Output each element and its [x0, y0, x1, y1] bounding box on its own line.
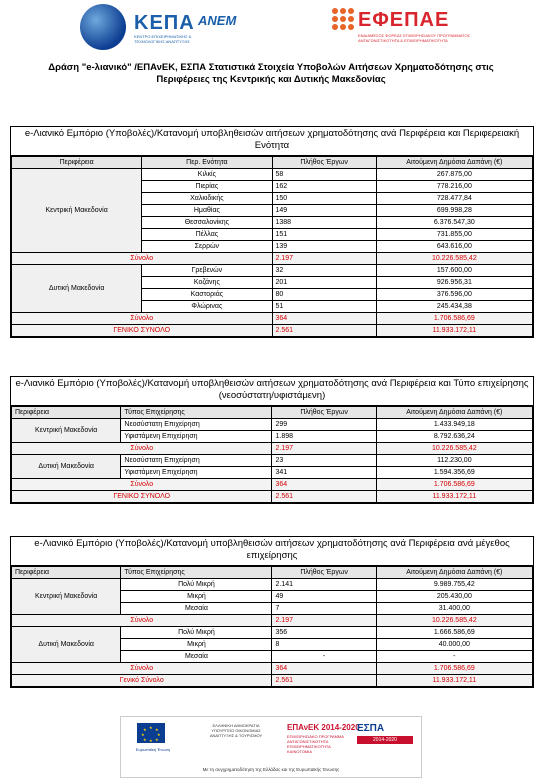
subtotal-amount: 1.706.586,69 [376, 479, 532, 491]
subtotal-row [12, 479, 533, 491]
count-cell: 7 [272, 603, 376, 615]
table-row [12, 419, 533, 431]
grand-total-amount: 11.933.172,11 [376, 675, 532, 687]
kepa-logo [80, 4, 240, 52]
count-cell: 1388 [272, 217, 376, 229]
cofunding-text: Με τη συγχρηματοδότηση της Ελλάδας και της Ευρωπαϊκής Ένωσης [202, 767, 340, 772]
table-row [12, 169, 533, 181]
efepae-logo [332, 6, 482, 52]
amount-cell: 643.616,00 [376, 241, 532, 253]
amount-cell: 1.433.949,18 [376, 419, 532, 431]
unit-cell: Γρεβενών [142, 265, 272, 277]
region-cell: Κεντρική Μακεδονία [12, 169, 142, 253]
col-header-region: Περιφέρεια [12, 407, 121, 419]
unit-cell: Καστοριάς [142, 289, 272, 301]
col-header-region: Περιφέρεια [12, 157, 142, 169]
col-header-count: Πλήθος Έργων [272, 407, 376, 419]
document-title-line2: Περιφέρειες της Κεντρικής και Δυτικής Μακεδονίας [156, 74, 386, 85]
amount-cell: 245.434,38 [376, 301, 532, 313]
table-row [12, 455, 533, 467]
footer-funding-logos [120, 716, 422, 778]
type-cell: Νεοσύστατη Επιχείρηση [121, 419, 272, 431]
count-cell: 299 [272, 419, 376, 431]
kepa-logo-text: ΚΕΠΑ [134, 12, 195, 34]
document-title-line1: Δράση "e-λιανικό" /ΕΠΑνΕΚ, ΕΣΠΑ Στατιστικά Στοιχεία Υποβολών Αιτήσεων Χρηματοδότησης στις [48, 62, 494, 73]
epanek-logo-text: ΕΠΑνΕΚ 2014-2020 [287, 723, 360, 732]
count-cell: 51 [272, 301, 376, 313]
espa-logo-text: ΕΣΠΑ [357, 723, 385, 734]
grand-total-amount: 11.933.172,11 [376, 325, 532, 337]
grand-total-amount: 11.933.172,11 [376, 491, 532, 503]
type-cell: Υφιστάμενη Επιχείρηση [121, 431, 272, 443]
anem-logo-text: ΑΝΕΜ [198, 13, 237, 28]
section-by-business-type [10, 376, 534, 504]
size-cell: Μεσαία [121, 651, 272, 663]
subtotal-amount: 1.706.586,69 [376, 313, 532, 325]
region-cell: Δυτική Μακεδονία [12, 265, 142, 313]
size-cell: Μικρή [121, 639, 272, 651]
subtotal-count: 364 [272, 313, 376, 325]
section2-title: e-Λιανικό Εμπόριο (Υποβολές)/Κατανομή υποβληθεισών αιτήσεων χρηματοδότησης ανά Περιφέρεια και Τύπο επιχείρησης (νεοσύστατη/υφιστάμενη) [11, 377, 533, 406]
eu-flag-icon: ★ ★ ★ ★ ★ ★ ★ ★ [137, 723, 165, 743]
table-row [12, 627, 533, 639]
unit-cell: Ημαθίας [142, 205, 272, 217]
unit-cell: Σερρών [142, 241, 272, 253]
grand-total-count: 2.561 [272, 491, 376, 503]
count-cell: 1.898 [272, 431, 376, 443]
unit-cell: Θεσσαλονίκης [142, 217, 272, 229]
amount-cell: 699.998,28 [376, 205, 532, 217]
size-cell: Πολύ Μικρή [121, 579, 272, 591]
subtotal-row [12, 443, 533, 455]
amount-cell: 1.594.356,69 [376, 467, 532, 479]
table-row [12, 579, 533, 591]
subtotal-label: Σύνολο [12, 313, 273, 325]
subtotal-row [12, 615, 533, 627]
count-cell: 139 [272, 241, 376, 253]
unit-cell: Κοζάνης [142, 277, 272, 289]
efepae-logo-text: ΕΦΕΠΑΕ [358, 9, 450, 31]
amount-cell: 1.666.586,69 [376, 627, 532, 639]
subtotal-row [12, 663, 533, 675]
greek-ministry-text: ΕΛΛΗΝΙΚΗ ΔΗΜΟΚΡΑΤΙΑ ΥΠΟΥΡΓΕΙΟ ΟΙΚΟΝΟΜΙΑΣ ΑΝΑΠΤΥΞΗΣ & ΤΟΥΡΙΣΜΟΥ [209, 723, 263, 738]
count-cell: - [272, 651, 376, 663]
amount-cell: 40.000,00 [376, 639, 532, 651]
unit-cell: Πέλλας [142, 229, 272, 241]
espa-years: 2014-2020 [357, 736, 413, 744]
size-cell: Μικρή [121, 591, 272, 603]
subtotal-label: Σύνολο [12, 479, 272, 491]
count-cell: 32 [272, 265, 376, 277]
header-logos [0, 0, 542, 58]
grand-total-label: ΓΕΝΙΚΟ ΣΥΝΟΛΟ [12, 325, 273, 337]
col-header-amount: Αιτούμενη Δημόσια Δαπάνη (€) [376, 157, 532, 169]
subtotal-count: 364 [272, 663, 376, 675]
col-header-unit: Περ. Ενότητα [142, 157, 272, 169]
document-title [0, 62, 542, 86]
amount-cell: 728.477,84 [376, 193, 532, 205]
col-header-amount: Αιτούμενη Δημόσια Δαπάνη (€) [376, 567, 532, 579]
amount-cell: 8.792.636,24 [376, 431, 532, 443]
grand-total-label: Γενικό Σύνολο [12, 675, 272, 687]
grand-total-row [12, 675, 533, 687]
unit-cell: Χαλκιδικής [142, 193, 272, 205]
count-cell: 49 [272, 591, 376, 603]
epanek-logo-subtitle: ΕΠΙΧΕΙΡΗΣΙΑΚΟ ΠΡΟΓΡΑΜΜΑ ΑΝΤΑΓΩΝΙΣΤΙΚΟΤΗΤΑ ΕΠΙΧΕΙΡΗΜΑΤΙΚΟΤΗΤΑ ΚΑΙΝΟΤΟΜΙΑ [287, 734, 344, 754]
section1-table [11, 156, 533, 337]
amount-cell: 6.376.547,30 [376, 217, 532, 229]
count-cell: 58 [272, 169, 376, 181]
subtotal-label: Σύνολο [12, 443, 272, 455]
subtotal-amount: 10.226.585,42 [376, 615, 532, 627]
count-cell: 80 [272, 289, 376, 301]
subtotal-label: Σύνολο [12, 663, 272, 675]
grand-total-label: ΓΕΝΙΚΟ ΣΥΝΟΛΟ [12, 491, 272, 503]
count-cell: 151 [272, 229, 376, 241]
type-cell: Υφιστάμενη Επιχείρηση [121, 467, 272, 479]
size-cell: Πολύ Μικρή [121, 627, 272, 639]
type-cell: Νεοσύστατη Επιχείρηση [121, 455, 272, 467]
amount-cell: 157.600,00 [376, 265, 532, 277]
subtotal-label: Σύνολο [12, 253, 273, 265]
amount-cell: 9.989.755,42 [376, 579, 532, 591]
subtotal-amount: 10.226.585,42 [376, 443, 532, 455]
col-header-region: Περιφέρεια [12, 567, 121, 579]
count-cell: 8 [272, 639, 376, 651]
subtotal-count: 2.197 [272, 443, 376, 455]
eu-label: Ευρωπαϊκή Ένωση [135, 747, 171, 752]
amount-cell: 31.400,00 [376, 603, 532, 615]
amount-cell: 778.216,00 [376, 181, 532, 193]
unit-cell: Φλώρινας [142, 301, 272, 313]
section-by-regional-unit [10, 126, 534, 338]
kepa-globe-icon [80, 4, 126, 50]
unit-cell: Κιλκίς [142, 169, 272, 181]
col-header-amount: Αιτούμενη Δημόσια Δαπάνη (€) [376, 407, 532, 419]
region-cell: Κεντρική Μακεδονία [12, 579, 121, 615]
efepae-logo-subtitle: ΕΝΔΙΑΜΕΣΟΣ ΦΟΡΕΑΣ ΕΠΙΧΕΙΡΗΣΙΑΚΟΥ ΠΡΟΓΡΑΜΜΑΤΟΣ ΑΝΤΑΓΩΝΙΣΤΙΚΟΤΗΤΑ & ΕΠΙΧΕΙΡΗΜΑΤΙΚΟΤΗΤΑ [358, 33, 471, 43]
count-cell: 201 [272, 277, 376, 289]
subtotal-amount: 10.226.585,42 [376, 253, 532, 265]
count-cell: 150 [272, 193, 376, 205]
grand-total-count: 2.561 [272, 675, 376, 687]
count-cell: 162 [272, 181, 376, 193]
col-header-count: Πλήθος Έργων [272, 157, 376, 169]
subtotal-row [12, 253, 533, 265]
amount-cell: 267.875,00 [376, 169, 532, 181]
amount-cell: - [376, 651, 532, 663]
subtotal-row [12, 313, 533, 325]
grand-total-row [12, 491, 533, 503]
table-row [12, 265, 533, 277]
amount-cell: 376.596,00 [376, 289, 532, 301]
region-cell: Δυτική Μακεδονία [12, 627, 121, 663]
amount-cell: 926.956,31 [376, 277, 532, 289]
unit-cell: Πιερίας [142, 181, 272, 193]
subtotal-amount: 1.706.586,69 [376, 663, 532, 675]
count-cell: 341 [272, 467, 376, 479]
section1-title: e-Λιανικό Εμπόριο (Υποβολές)/Κατανομή υποβληθεισών αιτήσεων χρηματοδότησης ανά Περιφέρεια και Περιφερειακή Ενότητα [11, 127, 533, 156]
section3-table [11, 566, 533, 687]
subtotal-count: 364 [272, 479, 376, 491]
col-header-business-type: Τύπος Επιχείρησης [121, 407, 272, 419]
kepa-logo-subtitle: ΚΕΝΤΡΟ ΕΠΙΧΕΙΡΗΜΑΤΙΚΗΣ & ΤΕΧΝΟΛΟΓΙΚΗΣ ΑΝΑΠΤΥΞΗΣ [134, 34, 192, 44]
count-cell: 2.141 [272, 579, 376, 591]
subtotal-count: 2.197 [272, 253, 376, 265]
section-by-business-size [10, 536, 534, 688]
subtotal-label: Σύνολο [12, 615, 272, 627]
grand-total-count: 2.561 [272, 325, 376, 337]
region-cell: Δυτική Μακεδονία [12, 455, 121, 479]
section2-table [11, 406, 533, 503]
section3-title: e-Λιανικό Εμπόριο (Υποβολές)/Κατανομή υποβληθεισών αιτήσεων χρηματοδότησης ανά Περιφέρεια ανά μέγεθος επιχείρησης [11, 537, 533, 566]
col-header-business-type: Τύπος Επιχείρησης [121, 567, 272, 579]
count-cell: 356 [272, 627, 376, 639]
count-cell: 149 [272, 205, 376, 217]
efepae-dots-icon [332, 8, 354, 30]
amount-cell: 205.430,00 [376, 591, 532, 603]
grand-total-row [12, 325, 533, 337]
subtotal-count: 2.197 [272, 615, 376, 627]
count-cell: 23 [272, 455, 376, 467]
col-header-count: Πλήθος Έργων [272, 567, 376, 579]
amount-cell: 731.855,00 [376, 229, 532, 241]
region-cell: Κεντρική Μακεδονία [12, 419, 121, 443]
amount-cell: 112.230,00 [376, 455, 532, 467]
size-cell: Μεσαία [121, 603, 272, 615]
